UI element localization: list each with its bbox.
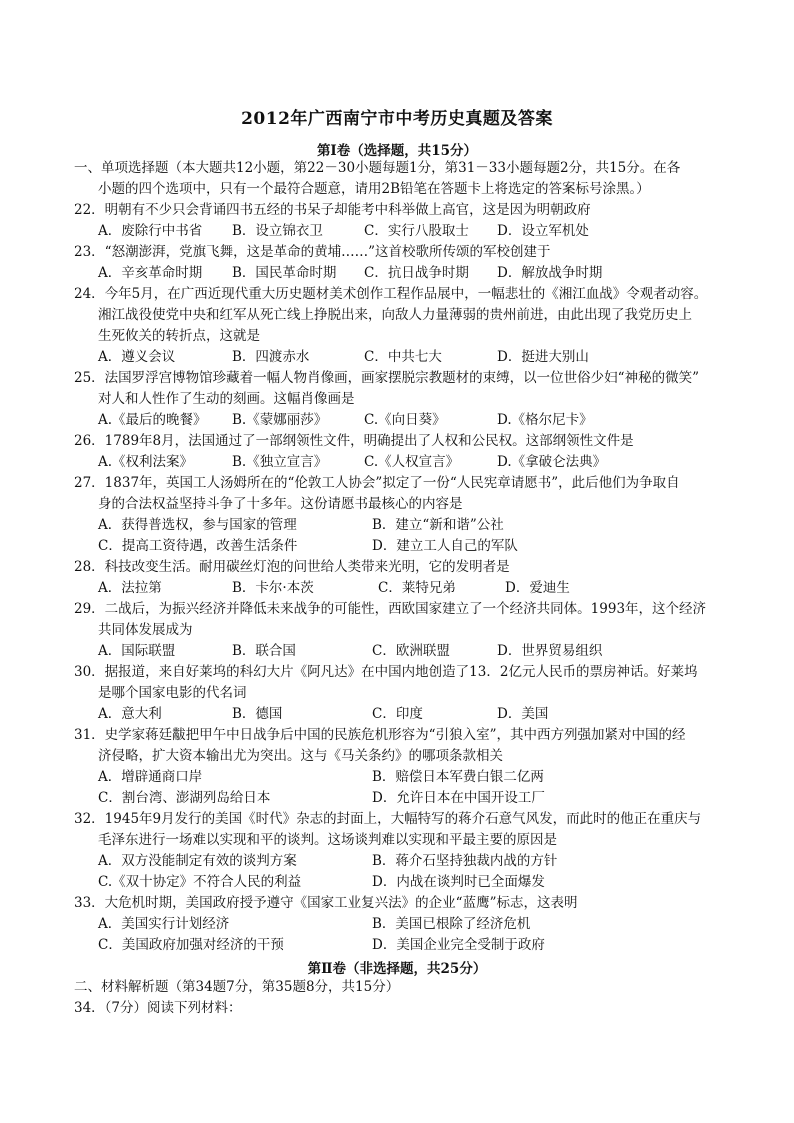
question-stem: 28．科技改变生活。耐用碳丝灯泡的问世给人类带来光明，它的发明者是 <box>74 559 510 575</box>
part1-heading: 第Ⅰ卷（选择题，共15分） <box>316 143 478 159</box>
question-stem: 26．1789年8月，法国通过了一部纲领性文件，明确提出了人权和公民权。这部纲领性文件是 <box>74 433 634 449</box>
question-option: B．蒋介石坚持独裁内战的方针 <box>372 853 558 869</box>
question-option: A．意大利 <box>98 706 162 722</box>
question-option: C．美国政府加强对经济的干预 <box>98 937 284 953</box>
question-option: C．中共七大 <box>364 349 442 365</box>
question-option: D．内战在谈判时已全面爆发 <box>372 874 545 890</box>
question-stem: 身的合法权益坚持斗争了十多年。这份请愿书最核心的内容是 <box>98 496 463 512</box>
question-option: D．美国企业完全受制于政府 <box>372 937 545 953</box>
question-option: C.《向日葵》 <box>364 412 446 428</box>
question-option: A．辛亥革命时期 <box>98 265 203 281</box>
question-option: B．设立锦衣卫 <box>232 223 323 239</box>
question-stem: 27．1837年，英国工人汤姆所在的“伦敦工人协会”拟定了一份“人民宪章请愿书”，此后他们为争取自 <box>74 475 680 491</box>
question-option: C．提高工资待遇，改善生活条件 <box>98 538 298 554</box>
question-option: B．卡尔·本茨 <box>232 580 314 596</box>
question-option: A．废除行中书省 <box>98 223 203 239</box>
question-option: A．双方没能制定有效的谈判方案 <box>98 853 297 869</box>
question-option: A．遵义会议 <box>98 349 176 365</box>
question-stem: 23．“怒潮澎湃，党旗飞舞，这是革命的黄埔……”这首校歌所传颂的军校创建于 <box>74 244 551 260</box>
question-option: A．增辟通商口岸 <box>98 769 203 785</box>
question-option: B．赔偿日本军费白银二亿两 <box>372 769 544 785</box>
question-option: C．实行八股取士 <box>364 223 469 239</box>
question-stem: 湘江战役使党中央和红军从死亡线上挣脱出来，向敌人力量薄弱的贵州前进，由此出现了我党历史上 <box>98 307 692 323</box>
question-option: D．挺进大别山 <box>497 349 589 365</box>
question-option: B．建立“新和谐”公社 <box>372 517 504 533</box>
question-option: D．允许日本在中国开设工厂 <box>372 790 545 806</box>
section1-intro-line: 小题的四个选项中，只有一个最符合题意，请用2B铅笔在答题卡上将选定的答案标号涂黑。） <box>98 181 650 197</box>
question-stem: 25．法国罗浮宫博物馆珍藏着一幅人物肖像画，画家摆脱宗教题材的束缚，以一位世俗少妇“神秘的微笑” <box>74 370 699 386</box>
question-option: C．欧洲联盟 <box>372 643 450 659</box>
question-option: A．获得普选权，参与国家的管理 <box>98 517 297 533</box>
question-option: D．美国 <box>497 706 549 722</box>
question-option: A.《最后的晚餐》 <box>98 412 207 428</box>
question-option: D.《拿破仑法典》 <box>497 454 607 470</box>
question-stem: 33．大危机时期，美国政府授予遵守《国家工业复兴法》的企业“蓝鹰”标志，这表明 <box>74 895 578 911</box>
question-option: B．四渡赤水 <box>232 349 310 365</box>
question-option: B．联合国 <box>232 643 296 659</box>
question-stem: 24．今年5月，在广西近现代重大历史题材美术创作工程作品展中，一幅悲壮的《湘江血战》令观者动容。 <box>74 286 708 302</box>
question-option: D．解放战争时期 <box>497 265 603 281</box>
question-option: C．抗日战争时期 <box>364 265 469 281</box>
question-option: C．莱特兄弟 <box>378 580 456 596</box>
question-stem: 共同体发展成为 <box>98 622 193 638</box>
question-stem: 30．据报道，来自好莱坞的科幻大片《阿凡达》在中国内地创造了13．2亿元人民币的票房神话。好莱坞 <box>74 664 698 680</box>
question-option: D.《格尔尼卡》 <box>497 412 593 428</box>
question-option: D．爱迪生 <box>505 580 570 596</box>
question-option: A.《权利法案》 <box>98 454 194 470</box>
question-option: A．美国实行计划经济 <box>98 916 230 932</box>
question-34-intro: 34．（7分）阅读下列材料： <box>74 1000 242 1016</box>
question-option: B．国民革命时期 <box>232 265 337 281</box>
question-option: A．法拉第 <box>98 580 162 596</box>
question-option: D．建立工人自己的军队 <box>372 538 518 554</box>
question-stem: 29．二战后，为振兴经济并降低未来战争的可能性，西欧国家建立了一个经济共同体。1993年，这个经济 <box>74 601 707 617</box>
part2-heading: 第Ⅱ卷（非选择题，共25分） <box>307 961 487 977</box>
question-option: B．美国已根除了经济危机 <box>372 916 531 932</box>
page-title: 2012年广西南宁市中考历史真题及答案 <box>241 109 553 129</box>
section2-intro: 二、材料解析题（第34题7分，第35题8分，共15分） <box>74 979 400 995</box>
question-stem: 32．1945年9月发行的美国《时代》杂志的封面上，大幅特写的蒋介石意气风发，而此时的他正在重庆与 <box>74 811 702 827</box>
question-option: C．印度 <box>372 706 423 722</box>
question-stem: 济侵略，扩大资本输出尤为突出。这与《马关条约》的哪项条款相关 <box>98 748 503 764</box>
question-option: D．世界贸易组织 <box>497 643 603 659</box>
question-option: B.《独立宣言》 <box>232 454 328 470</box>
question-option: C．割台湾、澎湖列岛给日本 <box>98 790 271 806</box>
question-option: A．国际联盟 <box>98 643 176 659</box>
question-stem: 22．明朝有不少只会背诵四书五经的书呆子却能考中科举做上高官，这是因为明朝政府 <box>74 202 591 218</box>
question-option: D．设立军机处 <box>497 223 589 239</box>
section1-intro-line: 一、单项选择题（本大题共12小题，第22－30小题每题1分，第31－33小题每题2分，共15分。在各 <box>74 160 681 176</box>
question-stem: 31．史学家蒋廷黻把甲午中日战争后中国的民族危机形容为“引狼入室”，其中西方列强加紧对中国的经 <box>74 727 686 743</box>
question-option: B．德国 <box>232 706 283 722</box>
question-stem: 生死攸关的转折点，这就是 <box>98 328 260 344</box>
question-option: C.《人权宣言》 <box>364 454 460 470</box>
question-stem: 毛泽东进行一场难以实现和平的谈判。这场谈判难以实现和平最主要的原因是 <box>98 832 557 848</box>
question-stem: 对人和人性作了生动的刻画。这幅肖像画是 <box>98 391 355 407</box>
question-stem: 是哪个国家电影的代名词 <box>98 685 247 701</box>
question-option: B.《蒙娜丽莎》 <box>232 412 328 428</box>
question-option: C.《双十协定》不符合人民的利益 <box>98 874 302 890</box>
